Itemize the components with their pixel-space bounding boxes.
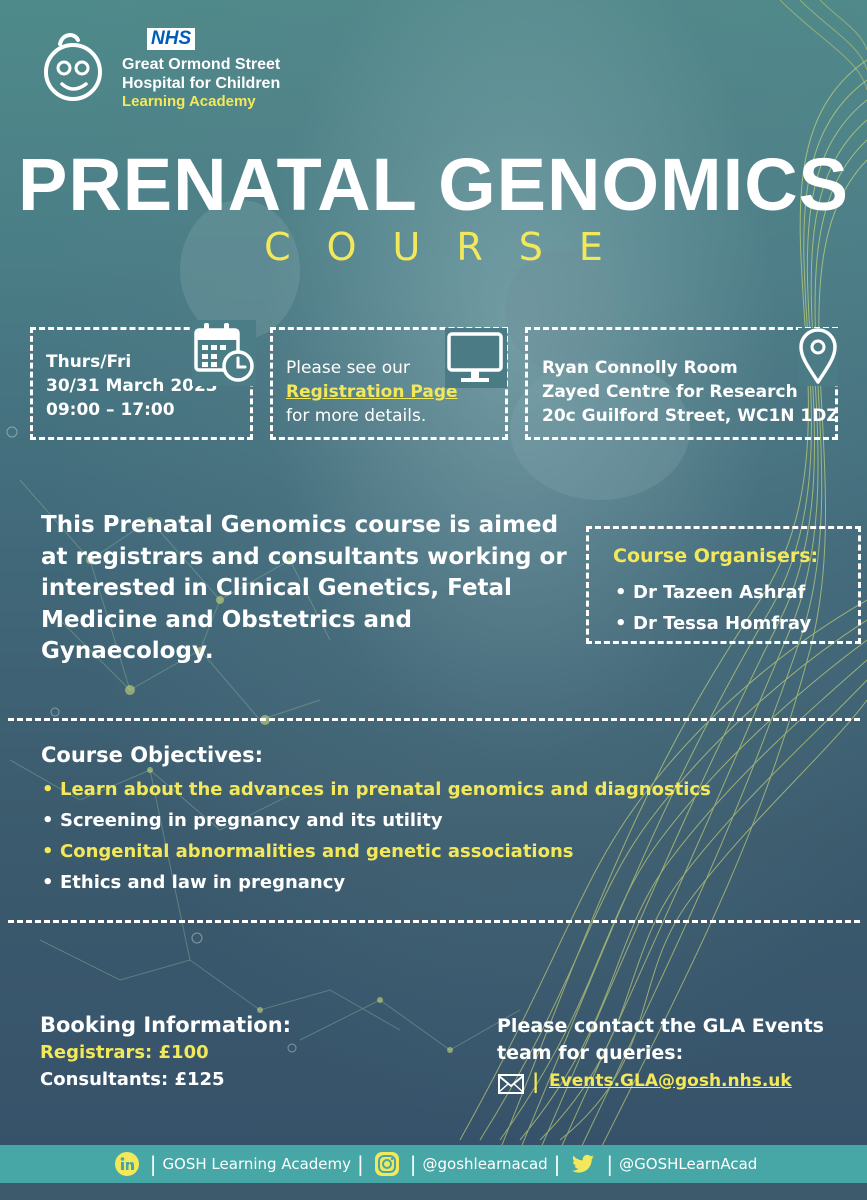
objectives-heading: Course Objectives:	[41, 743, 264, 767]
footer-linkedin-name[interactable]: GOSH Learning Academy	[162, 1155, 351, 1173]
footer-separator: |	[409, 1152, 417, 1176]
list-item: • Dr Tazeen Ashraf	[615, 582, 806, 603]
mail-icon	[497, 1073, 525, 1095]
venue-address: 20c Guilford Street, WC1N 1DZ	[542, 406, 839, 426]
list-item: • Ethics and law in pregnancy	[42, 872, 346, 893]
twitter-icon[interactable]	[570, 1151, 596, 1177]
social-footer	[0, 1145, 867, 1183]
objectives-list	[42, 774, 711, 898]
list-item: • Screening in pregnancy and its utility	[42, 810, 443, 831]
date-dates: 30/31 March 2023	[46, 376, 218, 396]
footer-separator: |	[149, 1152, 157, 1176]
list-item: • Dr Tessa Homfray	[615, 613, 812, 634]
footer-separator: |	[357, 1152, 364, 1176]
footer-bottom-strip	[0, 1183, 867, 1200]
footer-instagram-handle[interactable]: @goshlearnacad	[422, 1155, 548, 1173]
date-box	[30, 327, 253, 440]
registration-line-1: Please see our	[286, 358, 410, 378]
venue-box	[525, 327, 838, 440]
list-item: • Congenital abnormalities and genetic associations	[42, 841, 574, 862]
registration-page-link[interactable]: Registration Page	[286, 382, 458, 402]
monitor-icon	[445, 328, 507, 388]
venue-room: Ryan Connolly Room	[542, 358, 738, 378]
contact-separator: |	[532, 1069, 540, 1093]
logo-academy-line: Learning Academy	[122, 93, 256, 110]
instagram-icon[interactable]	[374, 1151, 400, 1177]
booking-consultants-price: Consultants: £125	[40, 1069, 225, 1090]
date-days: Thurs/Fri	[46, 352, 132, 372]
gosh-face-logo-icon	[40, 30, 108, 106]
date-times: 09:00 – 17:00	[46, 400, 175, 420]
calendar-clock-icon	[192, 320, 256, 386]
footer-twitter-handle[interactable]: @GOSHLearnAcad	[619, 1155, 758, 1173]
booking-heading: Booking Information:	[40, 1013, 292, 1037]
logo-org-line-2: Hospital for Children	[122, 75, 281, 92]
course-description: This Prenatal Genomics course is aimed at registrars and consultants working or interested in Clinical Genetics, Fetal Medicine and Obstetrics and Gynaecology.	[41, 512, 567, 664]
location-pin-icon	[798, 328, 838, 386]
registration-line-3: for more details.	[286, 406, 427, 426]
list-item: • Learn about the advances in prenatal genomics and diagnostics	[42, 779, 711, 800]
registration-text	[286, 356, 458, 428]
contact-heading: Please contact the GLA Events team for queries:	[497, 1015, 824, 1064]
contact-email-link[interactable]: Events.GLA@gosh.nhs.uk	[549, 1071, 792, 1091]
venue-building: Zayed Centre for Research	[542, 382, 798, 402]
course-title: PRENATAL GENOMICS	[17, 143, 850, 226]
dashed-divider	[8, 920, 860, 923]
nhs-badge: NHS	[147, 28, 195, 50]
registration-box	[270, 327, 508, 440]
dashed-divider	[8, 718, 860, 721]
booking-registrars-price: Registrars: £100	[40, 1042, 209, 1063]
logo-org-line-1: Great Ormond Street	[122, 56, 281, 73]
course-subtitle: COURSE	[264, 225, 639, 269]
organisers-list	[615, 577, 811, 639]
footer-separator: |	[606, 1152, 614, 1176]
footer-separator: |	[553, 1152, 561, 1176]
organisers-heading: Course Organisers:	[613, 545, 819, 567]
venue-text	[542, 356, 839, 428]
linkedin-icon[interactable]	[114, 1151, 140, 1177]
gosh-logo	[40, 26, 300, 116]
organisers-box	[586, 526, 861, 644]
